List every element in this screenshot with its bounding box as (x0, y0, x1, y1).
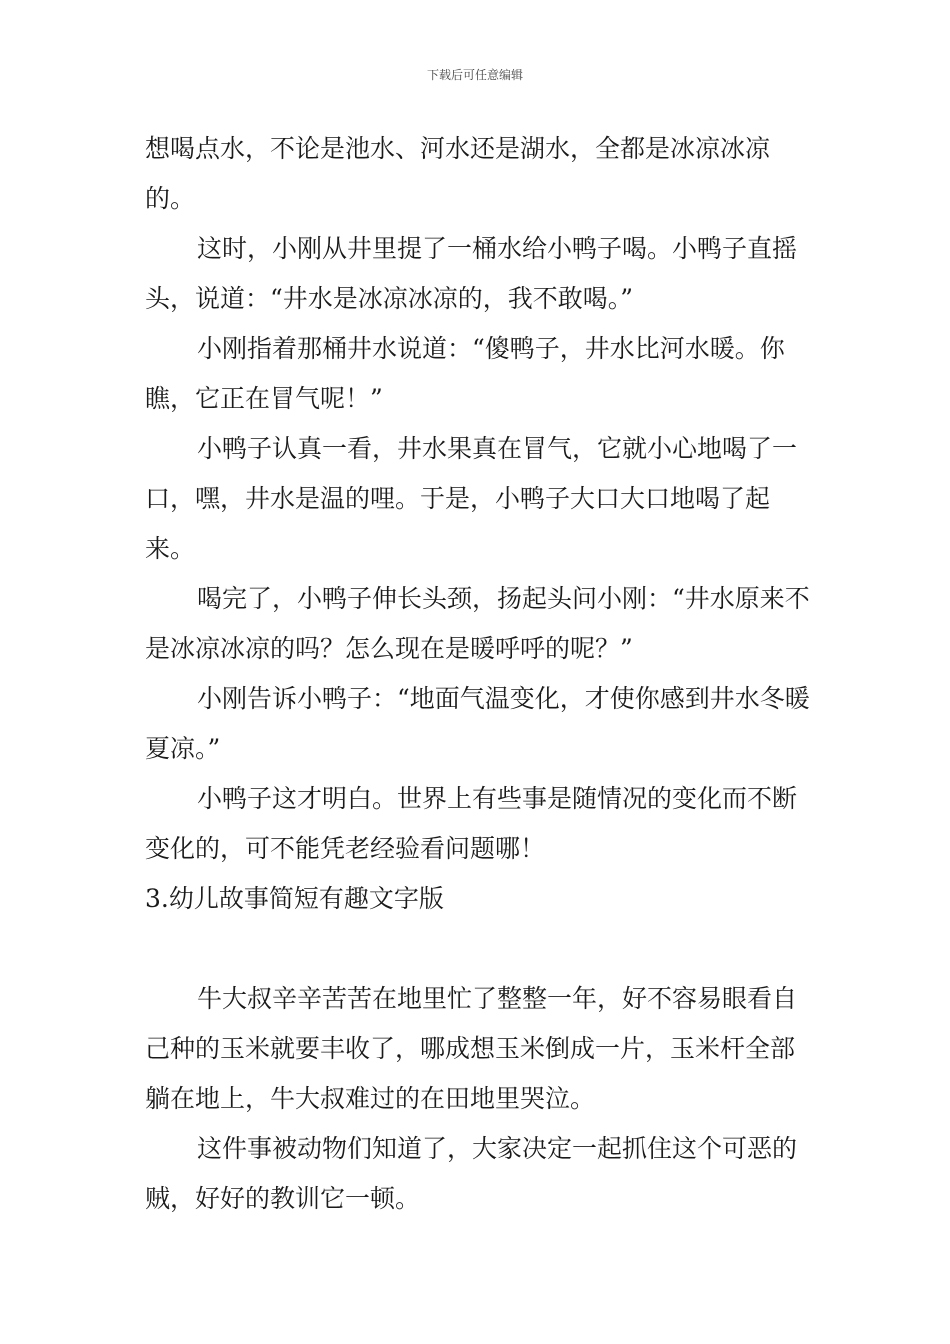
paragraph: 小鸭子认真一看，井水果真在冒气，它就小心地喝了一口，嘿，井水是温的哩。于是，小鸭子大口大口地喝了起来。 (145, 434, 798, 563)
section-heading: 3.幼儿故事简短有趣文字版 (145, 884, 444, 913)
paragraph: 小刚告诉小鸭子：“地面气温变化，才使你感到井水冬暖夏凉。” (145, 684, 810, 763)
paragraph: 这件事被动物们知道了，大家决定一起抓住这个可恶的贼，好好的教训它一顿。 (145, 1134, 798, 1213)
paragraph: 喝完了，小鸭子伸长头颈，扬起头问小刚：“井水原来不是冰凉冰凉的吗？怎么现在是暖呼呼的呢？” (145, 584, 810, 663)
paragraph: 这时，小刚从井里提了一桶水给小鸭子喝。小鸭子直摇头，说道：“井水是冰凉冰凉的，我不敢喝。” (145, 234, 798, 313)
paragraph: 小刚指着那桶井水说道：“傻鸭子，井水比河水暖。你瞧，它正在冒气呢！” (145, 334, 785, 413)
blank-line (145, 924, 810, 974)
paragraph: 牛大叔辛辛苦苦在地里忙了整整一年，好不容易眼看自己种的玉米就要丰收了，哪成想玉米倒成一片，玉米杆全部躺在地上，牛大叔难过的在田地里哭泣。 (145, 984, 798, 1113)
page-header: 下载后可任意编辑 (426, 68, 523, 82)
paragraph: 小鸭子这才明白。世界上有些事是随情况的变化而不断变化的，可不能凭老经验看问题哪！ (145, 784, 798, 863)
paragraph: 想喝点水，不论是池水、河水还是湖水，全都是冰凉冰凉的。 (145, 134, 771, 213)
document-body (145, 124, 810, 1224)
